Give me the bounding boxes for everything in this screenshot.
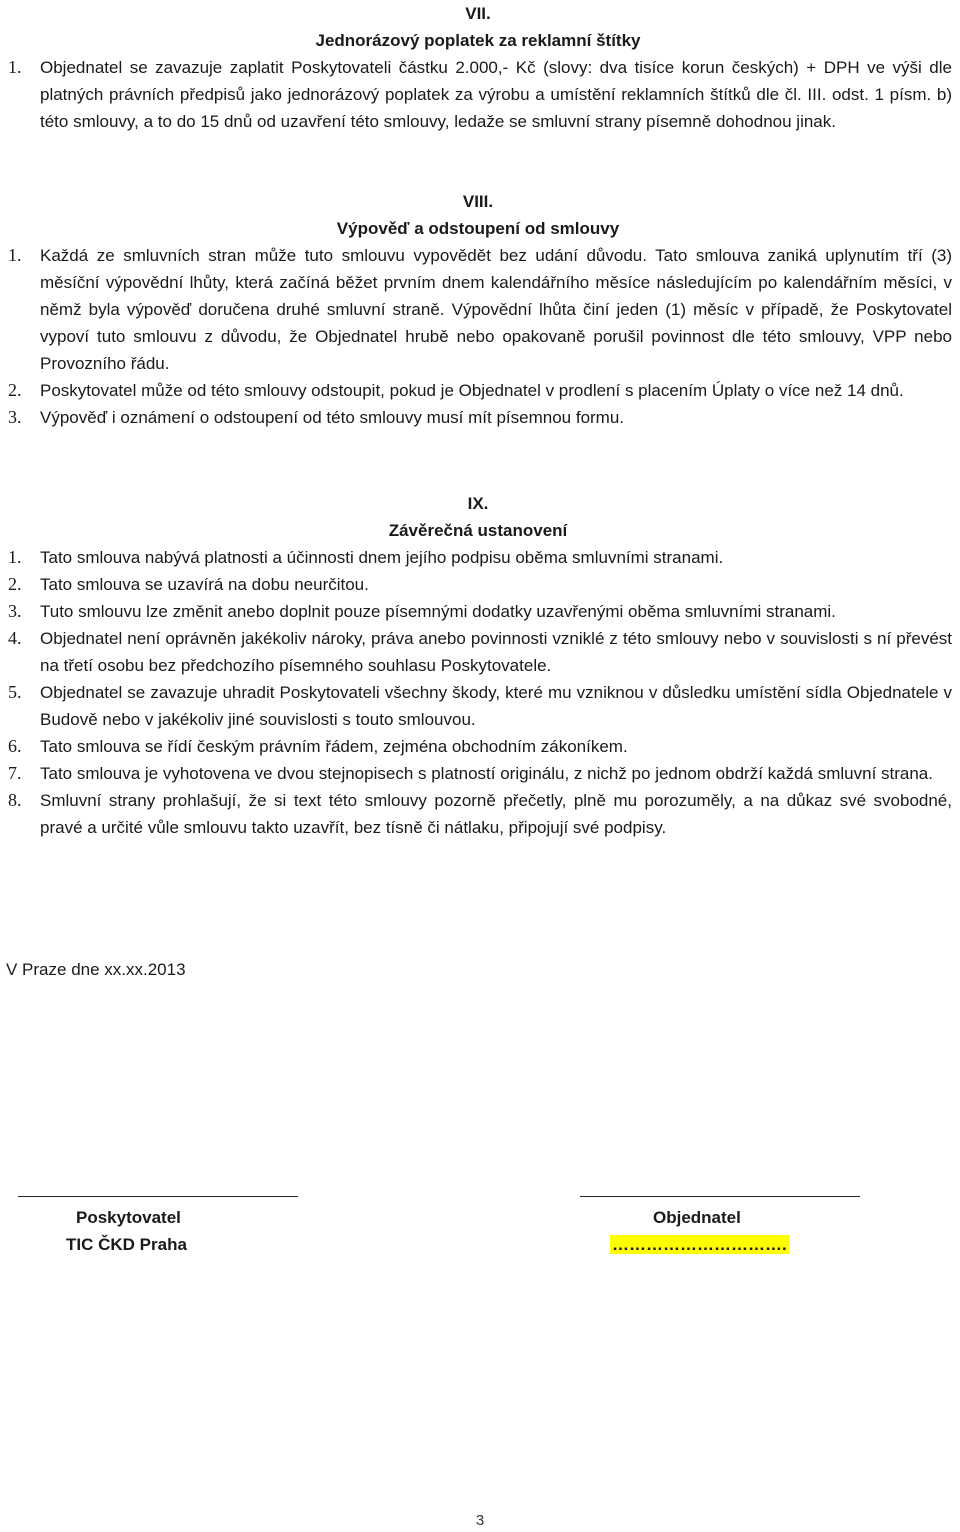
signature-name-left: TIC ČKD Praha	[66, 1235, 187, 1254]
item-number: 4.	[8, 628, 22, 648]
section-title: Jednorázový poplatek za reklamní štítky	[315, 31, 641, 50]
list-item	[0, 679, 956, 733]
list-item	[0, 54, 956, 135]
signature-line-right	[580, 1196, 860, 1197]
item-text: Objednatel se zavazuje uhradit Poskytovateli všechny škody, které mu vzniknou v důsledku umístění sídla Objednatele v Budově nebo v jakékoliv jiné souvislosti s touto smlouvou.	[40, 683, 952, 729]
section-number: VII.	[465, 4, 491, 23]
item-number: 1.	[8, 57, 22, 77]
item-number: 5.	[8, 682, 22, 702]
item-text: Výpověď i oznámení o odstoupení od této smlouvy musí mít písemnou formu.	[40, 408, 625, 427]
list-item	[0, 571, 956, 598]
item-text: Tato smlouva se uzavírá na dobu neurčitou.	[40, 575, 369, 594]
list-item	[0, 625, 956, 679]
list-item	[0, 787, 956, 841]
list-item	[0, 598, 956, 625]
item-text: Tato smlouva je vyhotovena ve dvou stejnopisech s platností originálu, z nichž po jednom obdrží každá smluvní strana.	[40, 764, 933, 783]
item-number: 3.	[8, 407, 22, 427]
signature-placeholder-highlight: ………………………….	[612, 1235, 787, 1254]
section-ix	[0, 490, 956, 841]
item-text: Objednatel není oprávněn jakékoliv nároky, práva anebo povinnosti vzniklé z této smlouvy nebo v souvislosti s ní převést na třetí osobu bez předchozího písemného souhlasu Poskytovatele.	[40, 629, 952, 675]
section-title: Závěrečná ustanovení	[388, 521, 568, 540]
section-number: IX.	[467, 494, 489, 513]
list-item	[0, 404, 956, 431]
list-item	[0, 733, 956, 760]
item-number: 2.	[8, 574, 22, 594]
section-title: Výpověď a odstoupení od smlouvy	[336, 219, 620, 238]
list-item	[0, 544, 956, 571]
item-text: Každá ze smluvních stran může tuto smlouvu vypovědět bez udání důvodu. Tato smlouva zaniká uplynutím tří (3) měsíční výpovědní lhůty, která začíná běžet prvním dnem kalendářního měsíce následujícím po kalendářním měsíci, v němž byla výpověď doručena druhé smluvní straně. Výpovědní lhůta činí jeden (1) měsíc v případě, že Poskytovatel vypoví tuto smlouvu z důvodu, že Objednatel hrubě nebo opakovaně porušil povinnost dle této smlouvy, VPP nebo Provozního řádu.	[40, 246, 952, 373]
section-number: VIII.	[462, 192, 494, 211]
place-date: V Praze dne xx.xx.2013	[6, 960, 186, 979]
section-vii	[0, 0, 956, 135]
item-text: Objednatel se zavazuje zaplatit Poskytovateli částku 2.000,- Kč (slovy: dva tisíce korun českých) + DPH ve výši dle platných právních předpisů jako jednorázový poplatek za výrobu a umístění reklamních štítků dle čl. III. odst. 1 písm. b) této smlouvy, a to do 15 dnů od uzavření této smlouvy, ledaže se smluvní strany písemně dohodnou jinak.	[40, 58, 952, 131]
item-number: 2.	[8, 380, 22, 400]
page-number: 3	[475, 1512, 485, 1529]
section-viii	[0, 188, 956, 431]
item-number: 6.	[8, 736, 22, 756]
item-text: Tato smlouva nabývá platnosti a účinnosti dnem jejího podpisu oběma smluvními stranami.	[40, 548, 724, 567]
item-text: Tuto smlouvu lze změnit anebo doplnit pouze písemnými dodatky uzavřenými oběma smluvními stranami.	[40, 602, 836, 621]
list-item	[0, 760, 956, 787]
list-item	[0, 242, 956, 377]
item-number: 1.	[8, 547, 22, 567]
item-text: Smluvní strany prohlašují, že si text této smlouvy pozorně přečetly, plně mu porozuměly, a na důkaz své svobodné, pravé a určité vůle smlouvu takto uzavřít, bez tísně či nátlaku, připojují své podpisy.	[40, 791, 952, 837]
item-number: 3.	[8, 601, 22, 621]
item-number: 1.	[8, 245, 22, 265]
signature-role-right: Objednatel	[653, 1208, 741, 1227]
item-text: Poskytovatel může od této smlouvy odstoupit, pokud je Objednatel v prodlení s placením Úplaty o více než 14 dnů.	[40, 381, 904, 400]
signature-line-left	[18, 1196, 298, 1197]
signature-role-left: Poskytovatel	[76, 1208, 181, 1227]
item-number: 8.	[8, 790, 22, 810]
list-item	[0, 377, 956, 404]
item-text: Tato smlouva se řídí českým právním řádem, zejména obchodním zákoníkem.	[40, 737, 628, 756]
item-number: 7.	[8, 763, 22, 783]
signature-name-right	[610, 1231, 789, 1258]
